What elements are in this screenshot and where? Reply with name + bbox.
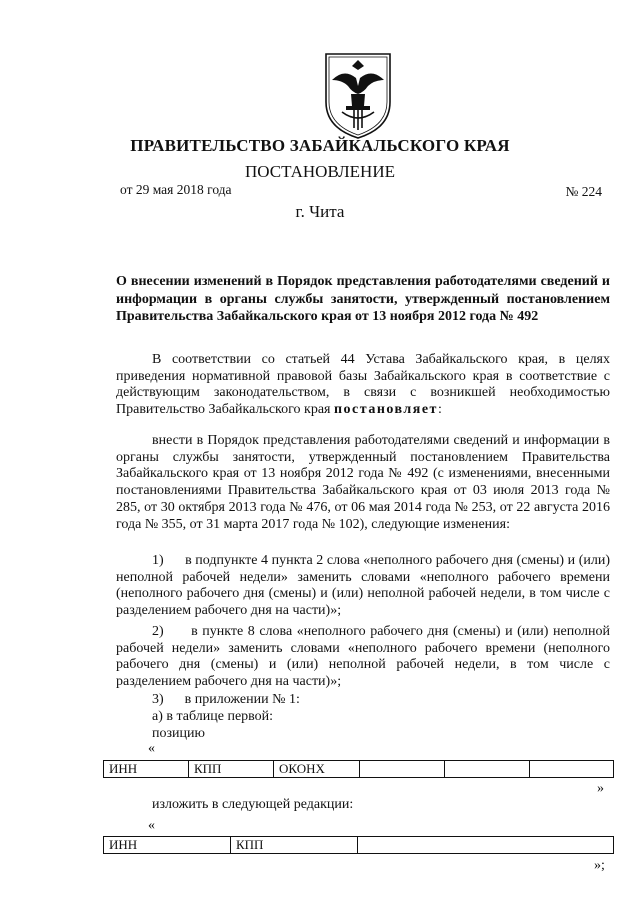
document-date: от 29 мая 2018 года (120, 182, 232, 197)
table-cell (445, 761, 530, 778)
amend-paragraph: внести в Порядок представления работодателями сведений и информации в органы службы занятости, утвержденный постановлением Правительства Забайкальского края от 13 ноября 2012 года № 492 (с изменениями, внесенными постановлениями Правительства Забайкальского края от 03 июля 2013 года № 285, от 30 октября 2013 года № 476, от 06 мая 2014 года № 253, от 22 августа 2016 года № 355, от 31 марта 2017 года № 102), следующие изменения: (116, 433, 610, 532)
item-3-number: 3) (152, 692, 164, 707)
item-1 (116, 553, 610, 620)
table-cell: КПП (231, 837, 358, 854)
item-1-text: в подпункте 4 пункта 2 слова «неполного рабочего дня (смены) и (или) неполной рабочей недели» заменить словами «неполного рабочего времени (неполного рабочего дня (смены) и (или) неполной рабочей недели, в том числе с разделением рабочего дня на части)»; (116, 553, 611, 619)
intro-text: В соответствии со статьей 44 Устава Забайкальского края, в целях приведения нормативной правовой базы Забайкальского края в соответствие с действующим законодательством, в связи с возникшей необходимостью Правительство Забайкальского края (116, 352, 610, 418)
table-cell (530, 761, 614, 778)
government-title: ПРАВИТЕЛЬСТВО ЗАБАЙКАЛЬСКОГО КРАЯ (130, 136, 510, 155)
intro-paragraph (116, 352, 610, 419)
document-number: № 224 (565, 184, 602, 199)
restate-label: изложить в следующей редакции: (152, 797, 354, 812)
item-1-number: 1) (152, 553, 164, 568)
item-3-text: в приложении № 1: (184, 692, 300, 707)
table-cell: ОКОНХ (274, 761, 360, 778)
intro-keyword: постановляет (333, 402, 438, 418)
sub-item-a: а) в таблице первой: (152, 709, 274, 724)
document-city: г. Чита (295, 202, 345, 221)
open-quote-2: « (148, 818, 155, 833)
table-cell: ИНН (104, 837, 231, 854)
table-cell (358, 837, 614, 854)
table-cell: КПП (189, 761, 274, 778)
item-3 (152, 691, 300, 708)
table-cell: ИНН (104, 761, 189, 778)
close-quote-1: » (597, 781, 604, 796)
intro-end: : (437, 402, 442, 418)
table-row (104, 761, 614, 778)
open-quote-1: « (148, 741, 155, 756)
position-label: позицию (152, 726, 205, 741)
item-2-text: в пункте 8 слова «неполного рабочего дня (смены) и (или) неполной рабочей недели» заменить словами «неполного рабочего времени (неполного рабочего дня (смены) и (или) неполной рабочей недели, в том числе с разделением рабочего дня на части)»; (116, 624, 611, 690)
old-position-table (103, 760, 614, 778)
table-cell (360, 761, 445, 778)
document-subject: О внесении изменений в Порядок представления работодателями сведений и информации в органы службы занятости, утвержденный постановлением Правительства Забайкальского края от 13 ноября 2012 года № 492 (116, 274, 610, 324)
document-type: ПОСТАНОВЛЕНИЕ (244, 162, 395, 181)
item-2-number: 2) (152, 624, 164, 639)
item-2 (116, 624, 610, 691)
new-position-table (103, 836, 614, 854)
table-row (104, 837, 614, 854)
close-quote-2: »; (594, 858, 605, 873)
coat-of-arms-emblem (318, 50, 398, 140)
